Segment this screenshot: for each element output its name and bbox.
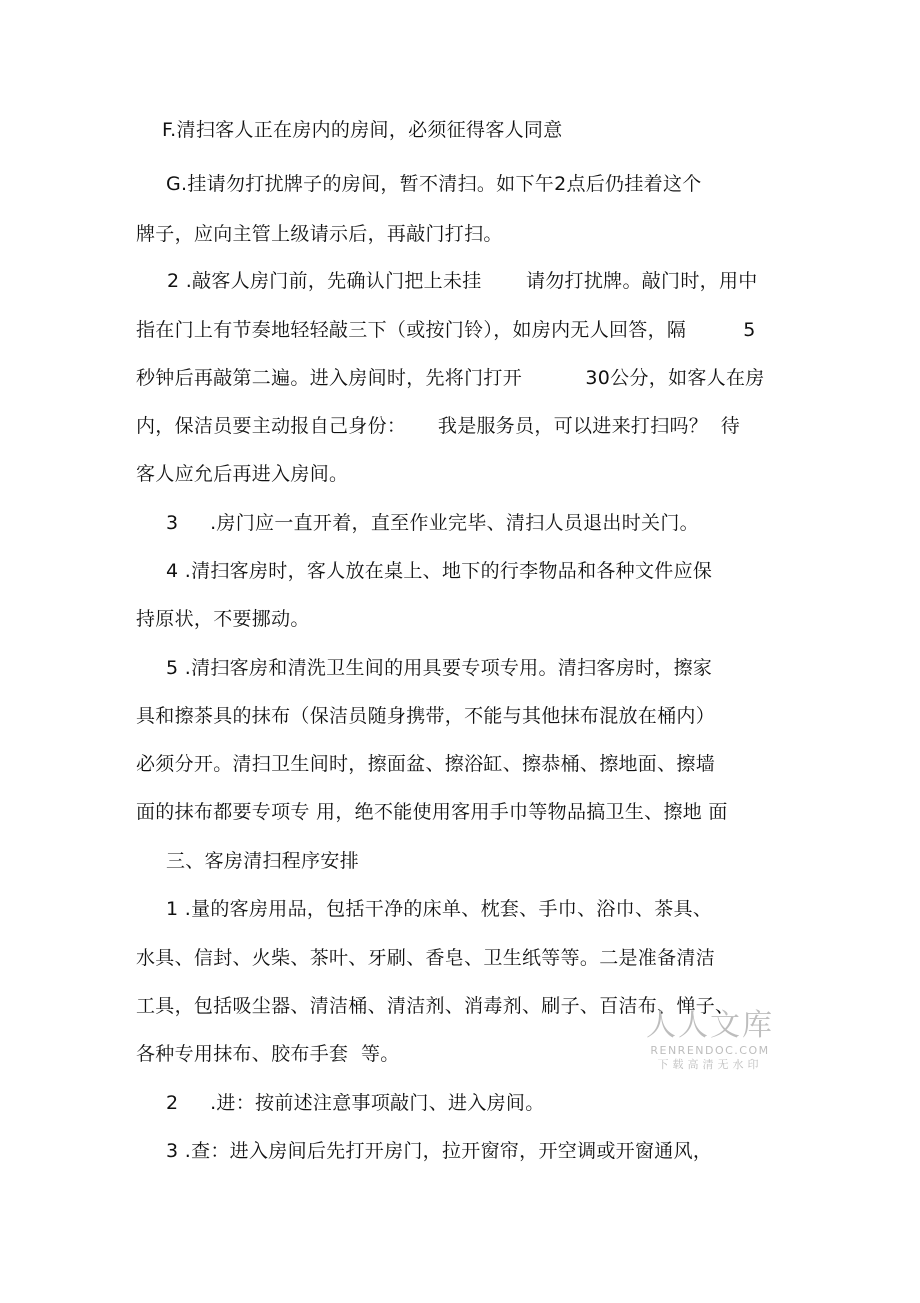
text-line: G.挂请勿打扰牌子的房间，暂不清扫。如下午2点后仍挂着这个 xyxy=(166,173,702,195)
text-line: 1 .量的客房用品，包括干净的床单、枕套、手巾、浴巾、茶具、 xyxy=(166,898,713,920)
text-line: 具和擦茶具的抹布（保洁员随身携带，不能与其他抹布混放在桶内） xyxy=(136,705,716,727)
text-line: F.清扫客人正在房内的房间，必须征得客人同意 xyxy=(162,119,563,141)
text-line: 指在门上有节奏地轻轻敲三下（或按门铃），如房内无人回答，隔 5 xyxy=(136,319,756,341)
text-line: 持原状，不要挪动。 xyxy=(136,608,310,630)
text-line: 面的抹布都要专项专 用，绝不能使用客用手巾等物品搞卫生、擦地 面 xyxy=(136,801,728,823)
text-line: 秒钟后再敲第二遍。进入房间时，先将门打开 30公分，如客人在房 xyxy=(136,367,765,389)
text-line: 3 .查：进入房间后先打开房门，拉开窗帘，开空调或开窗通风， xyxy=(166,1140,713,1162)
text-line: 内，保洁员要主动报自己身份： 我是服务员，可以进来打扫吗？ 待 xyxy=(136,415,741,437)
section-heading: 三、客房清扫程序安排 xyxy=(166,850,360,872)
text-line: 2 .敲客人房门前，先确认门把上未挂 请勿打扰牌。敲门时，用中 xyxy=(167,270,758,292)
text-line: 必须分开。清扫卫生间时，擦面盆、擦浴缸、擦恭桶、擦地面、擦墙 xyxy=(136,753,716,775)
text-line: 各种专用抹布、胶布手套 等。 xyxy=(136,1043,400,1065)
text-line: 牌子，应向主管上级请示后，再敲门打扫。 xyxy=(136,223,503,245)
text-line: 3 .房门应一直开着，直至作业完毕、清扫人员退出时关门。 xyxy=(166,512,699,534)
text-line: 客人应允后再进入房间。 xyxy=(136,463,349,485)
watermark xyxy=(640,1008,780,1072)
watermark-tagline: 下载高清无水印 xyxy=(657,1058,763,1071)
text-line: 工具，包括吸尘器、清洁桶、清洁剂、消毒剂、刷子、百洁布、惮子、 xyxy=(136,995,735,1017)
text-line: 2 .进：按前述注意事项敲门、进入房间。 xyxy=(166,1092,545,1114)
watermark-title: 人人文库 xyxy=(646,1008,774,1043)
watermark-site: RENRENDOC.COM xyxy=(650,1044,770,1057)
text-line: 5 .清扫客房和清洗卫生间的用具要专项专用。清扫客房时，擦家 xyxy=(166,657,713,679)
text-line: 水具、信封、火柴、茶叶、牙刷、香皂、卫生纸等等。二是准备清洁 xyxy=(136,947,716,969)
text-line: 4 .清扫客房时，客人放在桌上、地下的行李物品和各种文件应保 xyxy=(166,560,713,582)
